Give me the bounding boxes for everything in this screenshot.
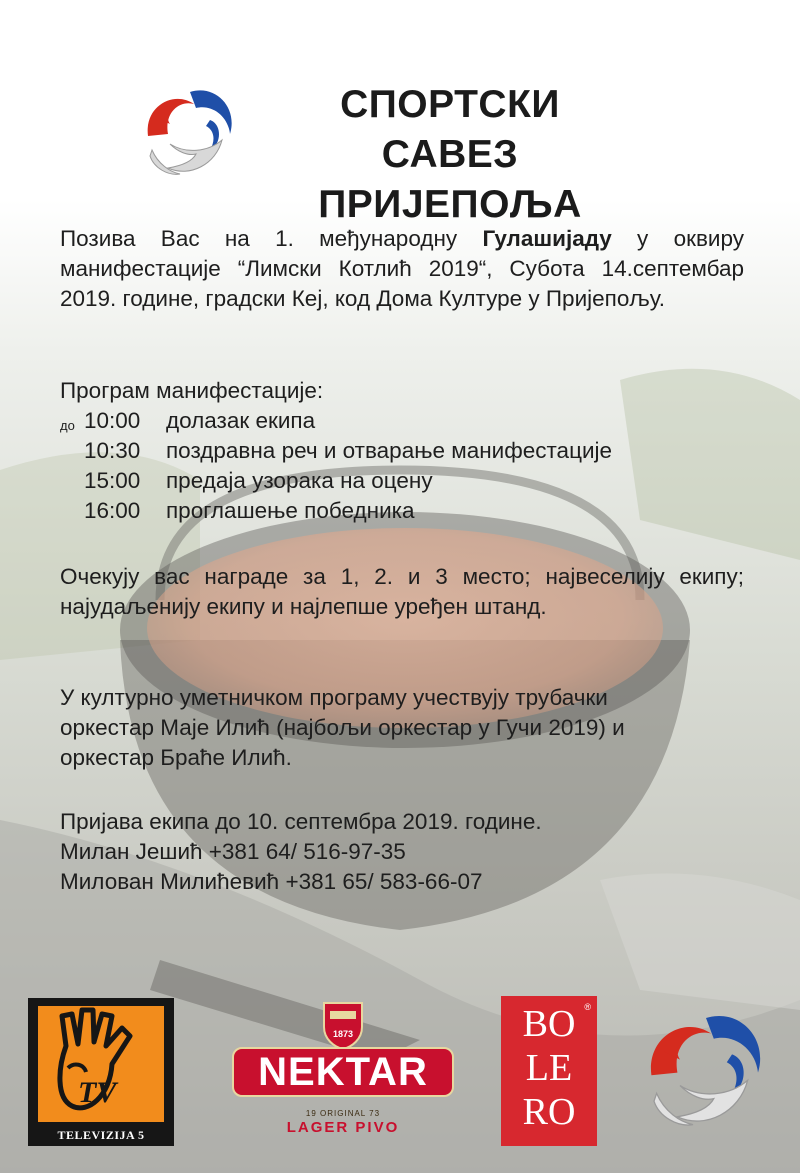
tv-label: TELEVIZIJA 5 — [57, 1128, 145, 1142]
intro-prefix: Позива Вас на 1. међународну — [60, 226, 483, 251]
program-item-desc: проглашење победника — [166, 498, 415, 523]
program-item — [60, 496, 744, 526]
sports-union-logo — [140, 84, 240, 180]
program-item-desc: предаја узорака на оцену — [166, 468, 433, 493]
program-item-time: 15:00 — [84, 468, 141, 493]
bolero-letters-1: BO — [522, 1003, 576, 1045]
nektar-lager: LAGER PIVO — [286, 1119, 400, 1136]
culture-line-3: оркестар Браће Илић. — [60, 745, 292, 770]
program-item — [60, 466, 744, 496]
page-title — [270, 80, 630, 230]
nektar-original: 19 ORIGINAL 73 — [305, 1109, 381, 1118]
bolero-logo — [501, 996, 597, 1146]
contact-phone: +381 64/ 516-97-35 — [208, 839, 406, 864]
program-section — [60, 376, 744, 526]
contact-name: Милован Милићевић — [60, 869, 280, 894]
crest-year: 1873 — [332, 1029, 354, 1039]
program-item-desc: поздравна реч и отварање манифестације — [166, 438, 613, 463]
intro-paragraph — [60, 224, 744, 314]
program-item — [60, 406, 744, 436]
bolero-registered-mark: ® — [584, 1002, 591, 1012]
bolero-letters-2: LE — [525, 1047, 573, 1089]
program-item-time: 10:30 — [84, 438, 141, 463]
culture-line-2: оркестар Маје Илић (најбољи оркестар у Гучи 2019) и — [60, 715, 625, 740]
program-item-time: 10:00 — [84, 408, 141, 433]
program-item — [60, 436, 744, 466]
sponsor-logos — [0, 995, 800, 1155]
sports-union-logo-small — [641, 1007, 771, 1133]
contact-name: Милан Јешић — [60, 839, 209, 864]
title-line-1: СПОРТСКИ САВЕЗ — [340, 83, 560, 176]
tv-mark: TV — [78, 1076, 117, 1109]
bolero-letters — [501, 1002, 597, 1134]
hand-icon — [38, 1006, 164, 1122]
contact-phone: +381 65/ 583-66-07 — [285, 869, 483, 894]
contact-row — [60, 837, 744, 867]
nektar-brand: NEKTAR — [258, 1050, 428, 1094]
program-item-desc: долазак екипа — [166, 408, 316, 433]
bolero-letters-3: RO — [522, 1091, 576, 1133]
intro-bold: Гулашијаду — [482, 226, 612, 251]
contact-row — [60, 867, 744, 897]
culture-line-1: У културно уметничком програму учествују трубачки — [60, 685, 608, 710]
intro-suffix: у оквиру манифестације “Лимски Котлић 2019“, Субота 14.септембар 2019. године, градски Кеј, код Дома Културе у Пријепољу. — [60, 226, 744, 311]
crest-icon — [318, 997, 368, 1051]
awards-paragraph: Очекују вас награде за 1, 2. и 3 место; највеселију екипу; најудаљенију екипу и најлепше уређен штанд. — [60, 564, 744, 619]
title-line-2: ПРИЈЕПОЉА — [318, 183, 582, 226]
televizija5-logo — [28, 998, 174, 1146]
nektar-logo — [232, 995, 454, 1145]
program-heading: Програм манифестације: — [60, 378, 324, 403]
header — [140, 78, 760, 226]
program-item-prefix: до — [60, 418, 75, 433]
program-item-time: 16:00 — [84, 498, 141, 523]
culture-paragraph — [60, 683, 744, 773]
registration-deadline: Пријава екипа до 10. септембра 2019. године. — [60, 809, 542, 834]
contact-section — [60, 807, 744, 897]
